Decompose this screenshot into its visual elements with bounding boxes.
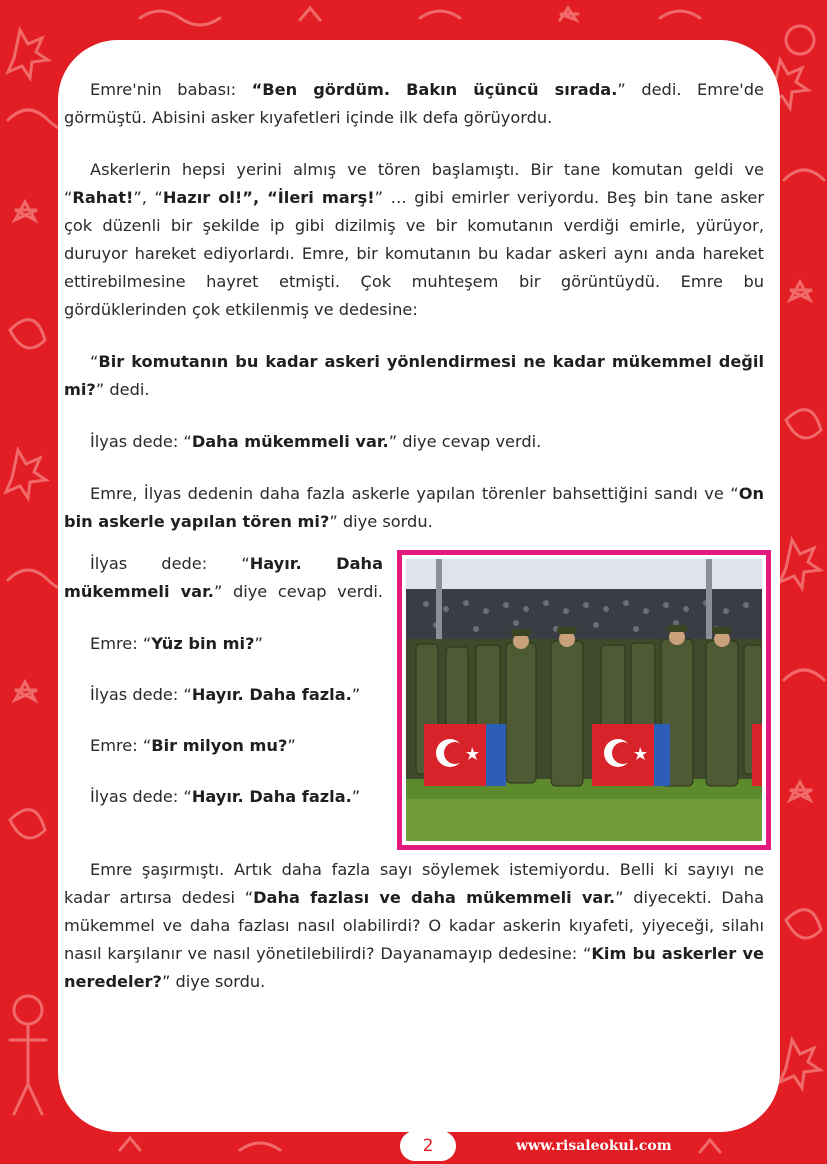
ceremony-photo	[397, 550, 769, 846]
story-text	[64, 76, 764, 1020]
paragraph-11: Emre şaşırmıştı. Artık daha fazla sayı söylemek istemiyordu. Belli ki sayıyı ne kadar artırsa dedesi “Daha fazlası ve daha mükemmeli var.” diyecekti. Daha mükemmel ve daha fazlası nasıl olabilirdi? O kadar askerin kıyafeti, yiyeceği, silahı nasıl karşılanır ve nasıl yönetilebilirdi? Dayanamayıp dedesine: “Kim bu askerler ve neredeler?” diye sordu.	[64, 860, 765, 991]
paragraph-4: İlyas dede: “Daha mükemmeli var.” diye cevap verdi.	[90, 432, 542, 451]
page-number: 2	[400, 1131, 456, 1161]
paragraph-9: Emre: “Bir milyon mu?”	[90, 736, 296, 755]
paragraph-6: İlyas dede: “Hayır. Daha mükemmeli var.” diye cevap verdi.	[64, 554, 383, 601]
soldiers-photo-illustration	[406, 559, 762, 841]
paragraph-8: İlyas dede: “Hayır. Daha fazla.”	[90, 685, 361, 704]
paragraph-1: Emre'nin babası: “Ben gördüm. Bakın üçüncü sırada.” dedi. Emre'de görmüştü. Abisini asker kıyafetleri içinde ilk defa görüyordu.	[64, 80, 764, 127]
paragraph-7: Emre: “Yüz bin mi?”	[90, 634, 263, 653]
paragraph-3: “Bir komutanın bu kadar askeri yönlendirmesi ne kadar mükemmel değil mi?” dedi.	[64, 352, 764, 399]
paragraph-5: Emre, İlyas dedenin daha fazla askerle yapılan törenler bahsettiğini sandı ve “On bin askerle yapılan tören mi?” diye sordu.	[64, 484, 764, 531]
paragraph-10: İlyas dede: “Hayır. Daha fazla.”	[90, 787, 361, 806]
paragraph-2: Askerlerin hepsi yerini almış ve tören başlamıştı. Bir tane komutan geldi ve “Rahat!”, “Hazır ol!”, “İleri marş!” … gibi emirler veriyordu. Beş bin tane asker çok düzenli bir şekilde ip gibi dizilmiş ve bir komutanın verdiği emirle, yürüyor, duruyor hareket ediyorlardı. Emre, bir komutanın bu kadar askeri aynı anda hareket ettirebilmesine hayret etmişti. Çok muhteşem bir görüntüydü. Emre bu gördüklerinden çok etkilenmiş ve dedesine:	[64, 160, 764, 319]
site-url[interactable]: www.risaleokul.com	[516, 1138, 672, 1154]
